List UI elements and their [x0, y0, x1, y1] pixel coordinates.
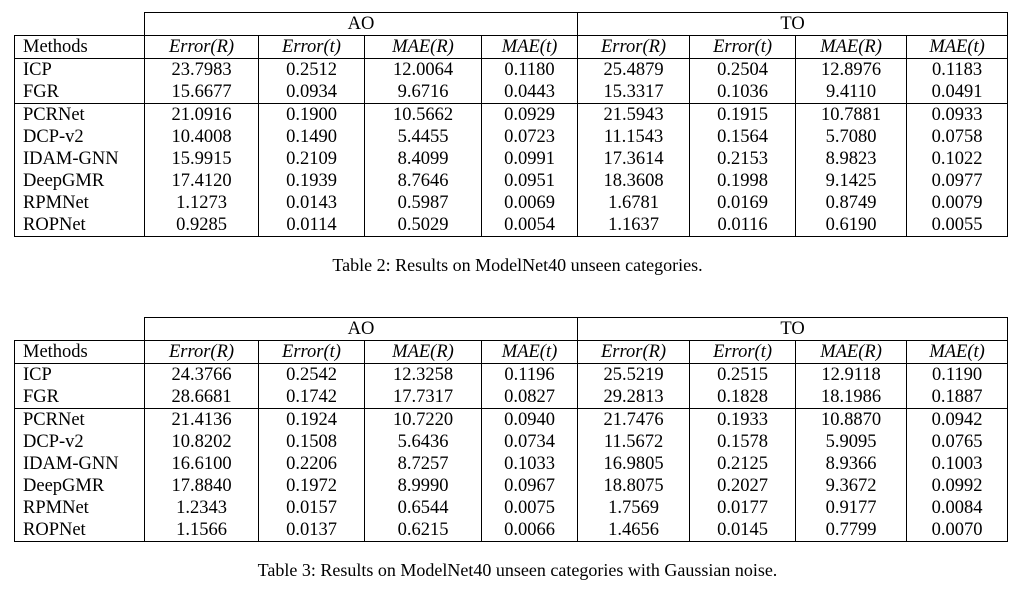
value-cell: 0.1036 [690, 81, 796, 104]
value-cell: 0.2109 [259, 148, 365, 170]
value-cell: 0.0075 [482, 497, 578, 519]
value-cell: 8.9990 [365, 475, 482, 497]
value-cell: 0.0137 [259, 519, 365, 542]
methods-header: Methods [15, 36, 145, 59]
column-header-row [15, 36, 1008, 59]
value-cell: 0.2515 [690, 364, 796, 387]
value-cell: 0.1183 [907, 59, 1008, 82]
column-header: MAE(R) [796, 341, 907, 364]
column-header: Error(R) [145, 36, 259, 59]
method-name: ROPNet [15, 519, 145, 542]
method-name: DeepGMR [15, 475, 145, 497]
table-row [15, 475, 1008, 497]
value-cell: 0.0066 [482, 519, 578, 542]
value-cell: 0.1003 [907, 453, 1008, 475]
value-cell: 0.0116 [690, 214, 796, 237]
value-cell: 8.9823 [796, 148, 907, 170]
value-cell: 0.0758 [907, 126, 1008, 148]
value-cell: 8.7257 [365, 453, 482, 475]
table-row [15, 81, 1008, 104]
value-cell: 0.0055 [907, 214, 1008, 237]
value-cell: 9.4110 [796, 81, 907, 104]
column-header: Error(t) [259, 341, 365, 364]
value-cell: 0.0443 [482, 81, 578, 104]
value-cell: 0.1900 [259, 104, 365, 127]
value-cell: 10.7881 [796, 104, 907, 127]
results-table-3-container [14, 317, 1007, 542]
value-cell: 8.9366 [796, 453, 907, 475]
column-header: MAE(R) [796, 36, 907, 59]
table-row [15, 104, 1008, 127]
value-cell: 0.1933 [690, 409, 796, 432]
value-cell: 0.0491 [907, 81, 1008, 104]
value-cell: 21.7476 [578, 409, 690, 432]
empty-corner-cell [15, 318, 145, 341]
value-cell: 0.2206 [259, 453, 365, 475]
method-name: DCP-v2 [15, 126, 145, 148]
value-cell: 0.1033 [482, 453, 578, 475]
value-cell: 17.7317 [365, 386, 482, 409]
empty-corner-cell [15, 13, 145, 36]
method-name: ROPNet [15, 214, 145, 237]
value-cell: 9.1425 [796, 170, 907, 192]
table-row [15, 148, 1008, 170]
method-name: FGR [15, 386, 145, 409]
table-row [15, 126, 1008, 148]
value-cell: 0.0942 [907, 409, 1008, 432]
value-cell: 15.6677 [145, 81, 259, 104]
value-cell: 15.9915 [145, 148, 259, 170]
table-row [15, 192, 1008, 214]
value-cell: 5.4455 [365, 126, 482, 148]
value-cell: 0.9285 [145, 214, 259, 237]
method-name: ICP [15, 59, 145, 82]
methods-header: Methods [15, 341, 145, 364]
value-cell: 21.4136 [145, 409, 259, 432]
method-name: DCP-v2 [15, 431, 145, 453]
value-cell: 18.3608 [578, 170, 690, 192]
value-cell: 0.0977 [907, 170, 1008, 192]
value-cell: 0.2125 [690, 453, 796, 475]
value-cell: 21.5943 [578, 104, 690, 127]
value-cell: 0.1564 [690, 126, 796, 148]
value-cell: 10.7220 [365, 409, 482, 432]
table-row [15, 497, 1008, 519]
value-cell: 1.6781 [578, 192, 690, 214]
column-header: MAE(t) [907, 341, 1008, 364]
value-cell: 16.9805 [578, 453, 690, 475]
value-cell: 0.0991 [482, 148, 578, 170]
value-cell: 29.2813 [578, 386, 690, 409]
column-header: MAE(t) [482, 36, 578, 59]
table-row [15, 453, 1008, 475]
value-cell: 0.1180 [482, 59, 578, 82]
value-cell: 0.0157 [259, 497, 365, 519]
column-header: Error(t) [259, 36, 365, 59]
method-name: RPMNet [15, 497, 145, 519]
column-header: MAE(R) [365, 36, 482, 59]
value-cell: 12.3258 [365, 364, 482, 387]
value-cell: 5.6436 [365, 431, 482, 453]
value-cell: 0.1742 [259, 386, 365, 409]
value-cell: 23.7983 [145, 59, 259, 82]
table-row [15, 519, 1008, 542]
column-header: Error(R) [578, 36, 690, 59]
value-cell: 28.6681 [145, 386, 259, 409]
value-cell: 18.8075 [578, 475, 690, 497]
value-cell: 0.1578 [690, 431, 796, 453]
value-cell: 0.0992 [907, 475, 1008, 497]
table-row [15, 214, 1008, 237]
group-header-to: TO [578, 318, 1008, 341]
value-cell: 1.1566 [145, 519, 259, 542]
table-row [15, 386, 1008, 409]
column-header: MAE(t) [482, 341, 578, 364]
value-cell: 0.0114 [259, 214, 365, 237]
value-cell: 0.0145 [690, 519, 796, 542]
value-cell: 0.0723 [482, 126, 578, 148]
value-cell: 17.8840 [145, 475, 259, 497]
value-cell: 17.3614 [578, 148, 690, 170]
value-cell: 10.8202 [145, 431, 259, 453]
value-cell: 0.1924 [259, 409, 365, 432]
value-cell: 0.2512 [259, 59, 365, 82]
value-cell: 0.1196 [482, 364, 578, 387]
value-cell: 1.2343 [145, 497, 259, 519]
value-cell: 0.1190 [907, 364, 1008, 387]
value-cell: 0.0934 [259, 81, 365, 104]
value-cell: 0.9177 [796, 497, 907, 519]
value-cell: 0.0827 [482, 386, 578, 409]
value-cell: 0.6190 [796, 214, 907, 237]
value-cell: 0.1508 [259, 431, 365, 453]
value-cell: 0.1915 [690, 104, 796, 127]
column-header: Error(t) [690, 341, 796, 364]
value-cell: 24.3766 [145, 364, 259, 387]
method-name: IDAM-GNN [15, 453, 145, 475]
value-cell: 0.1998 [690, 170, 796, 192]
value-cell: 9.3672 [796, 475, 907, 497]
value-cell: 0.2153 [690, 148, 796, 170]
method-name: PCRNet [15, 409, 145, 432]
value-cell: 0.0967 [482, 475, 578, 497]
value-cell: 9.6716 [365, 81, 482, 104]
method-name: ICP [15, 364, 145, 387]
group-header-ao: AO [145, 318, 578, 341]
value-cell: 15.3317 [578, 81, 690, 104]
value-cell: 25.4879 [578, 59, 690, 82]
value-cell: 5.7080 [796, 126, 907, 148]
value-cell: 0.1887 [907, 386, 1008, 409]
table-row [15, 59, 1008, 82]
value-cell: 0.0069 [482, 192, 578, 214]
value-cell: 0.5029 [365, 214, 482, 237]
value-cell: 21.0916 [145, 104, 259, 127]
value-cell: 1.4656 [578, 519, 690, 542]
value-cell: 16.6100 [145, 453, 259, 475]
table-2-caption: Table 2: Results on ModelNet40 unseen categories. [332, 255, 703, 275]
value-cell: 0.0084 [907, 497, 1008, 519]
results-table-2-container [14, 12, 1007, 237]
group-header-row [15, 318, 1008, 341]
group-header-to: TO [578, 13, 1008, 36]
value-cell: 0.2542 [259, 364, 365, 387]
value-cell: 10.5662 [365, 104, 482, 127]
table-row [15, 409, 1008, 432]
group-header-ao: AO [145, 13, 578, 36]
value-cell: 0.2027 [690, 475, 796, 497]
column-header: MAE(R) [365, 341, 482, 364]
value-cell: 12.9118 [796, 364, 907, 387]
method-name: IDAM-GNN [15, 148, 145, 170]
value-cell: 1.1637 [578, 214, 690, 237]
column-header: Error(R) [578, 341, 690, 364]
value-cell: 0.0070 [907, 519, 1008, 542]
method-name: DeepGMR [15, 170, 145, 192]
column-header-row [15, 341, 1008, 364]
table-row [15, 431, 1008, 453]
value-cell: 0.0933 [907, 104, 1008, 127]
table-row [15, 170, 1008, 192]
column-header: Error(t) [690, 36, 796, 59]
value-cell: 0.0054 [482, 214, 578, 237]
group-header-row [15, 13, 1008, 36]
value-cell: 18.1986 [796, 386, 907, 409]
results-table-3 [14, 317, 1008, 542]
value-cell: 0.8749 [796, 192, 907, 214]
column-header: MAE(t) [907, 36, 1008, 59]
table-row [15, 364, 1008, 387]
value-cell: 12.0064 [365, 59, 482, 82]
value-cell: 11.5672 [578, 431, 690, 453]
value-cell: 10.4008 [145, 126, 259, 148]
value-cell: 10.8870 [796, 409, 907, 432]
value-cell: 0.0169 [690, 192, 796, 214]
value-cell: 0.1828 [690, 386, 796, 409]
value-cell: 0.0929 [482, 104, 578, 127]
column-header: Error(R) [145, 341, 259, 364]
value-cell: 5.9095 [796, 431, 907, 453]
value-cell: 25.5219 [578, 364, 690, 387]
value-cell: 11.1543 [578, 126, 690, 148]
value-cell: 0.1939 [259, 170, 365, 192]
value-cell: 0.0951 [482, 170, 578, 192]
value-cell: 0.0143 [259, 192, 365, 214]
value-cell: 0.6544 [365, 497, 482, 519]
value-cell: 1.1273 [145, 192, 259, 214]
value-cell: 0.7799 [796, 519, 907, 542]
value-cell: 0.0079 [907, 192, 1008, 214]
value-cell: 0.5987 [365, 192, 482, 214]
value-cell: 0.0734 [482, 431, 578, 453]
value-cell: 0.0765 [907, 431, 1008, 453]
value-cell: 0.0940 [482, 409, 578, 432]
value-cell: 12.8976 [796, 59, 907, 82]
value-cell: 8.4099 [365, 148, 482, 170]
value-cell: 0.1972 [259, 475, 365, 497]
value-cell: 0.0177 [690, 497, 796, 519]
value-cell: 0.1490 [259, 126, 365, 148]
value-cell: 0.6215 [365, 519, 482, 542]
value-cell: 1.7569 [578, 497, 690, 519]
value-cell: 17.4120 [145, 170, 259, 192]
method-name: RPMNet [15, 192, 145, 214]
results-table-2 [14, 12, 1008, 237]
value-cell: 0.2504 [690, 59, 796, 82]
value-cell: 0.1022 [907, 148, 1008, 170]
table-3-caption: Table 3: Results on ModelNet40 unseen categories with Gaussian noise. [257, 560, 778, 580]
method-name: PCRNet [15, 104, 145, 127]
value-cell: 8.7646 [365, 170, 482, 192]
method-name: FGR [15, 81, 145, 104]
